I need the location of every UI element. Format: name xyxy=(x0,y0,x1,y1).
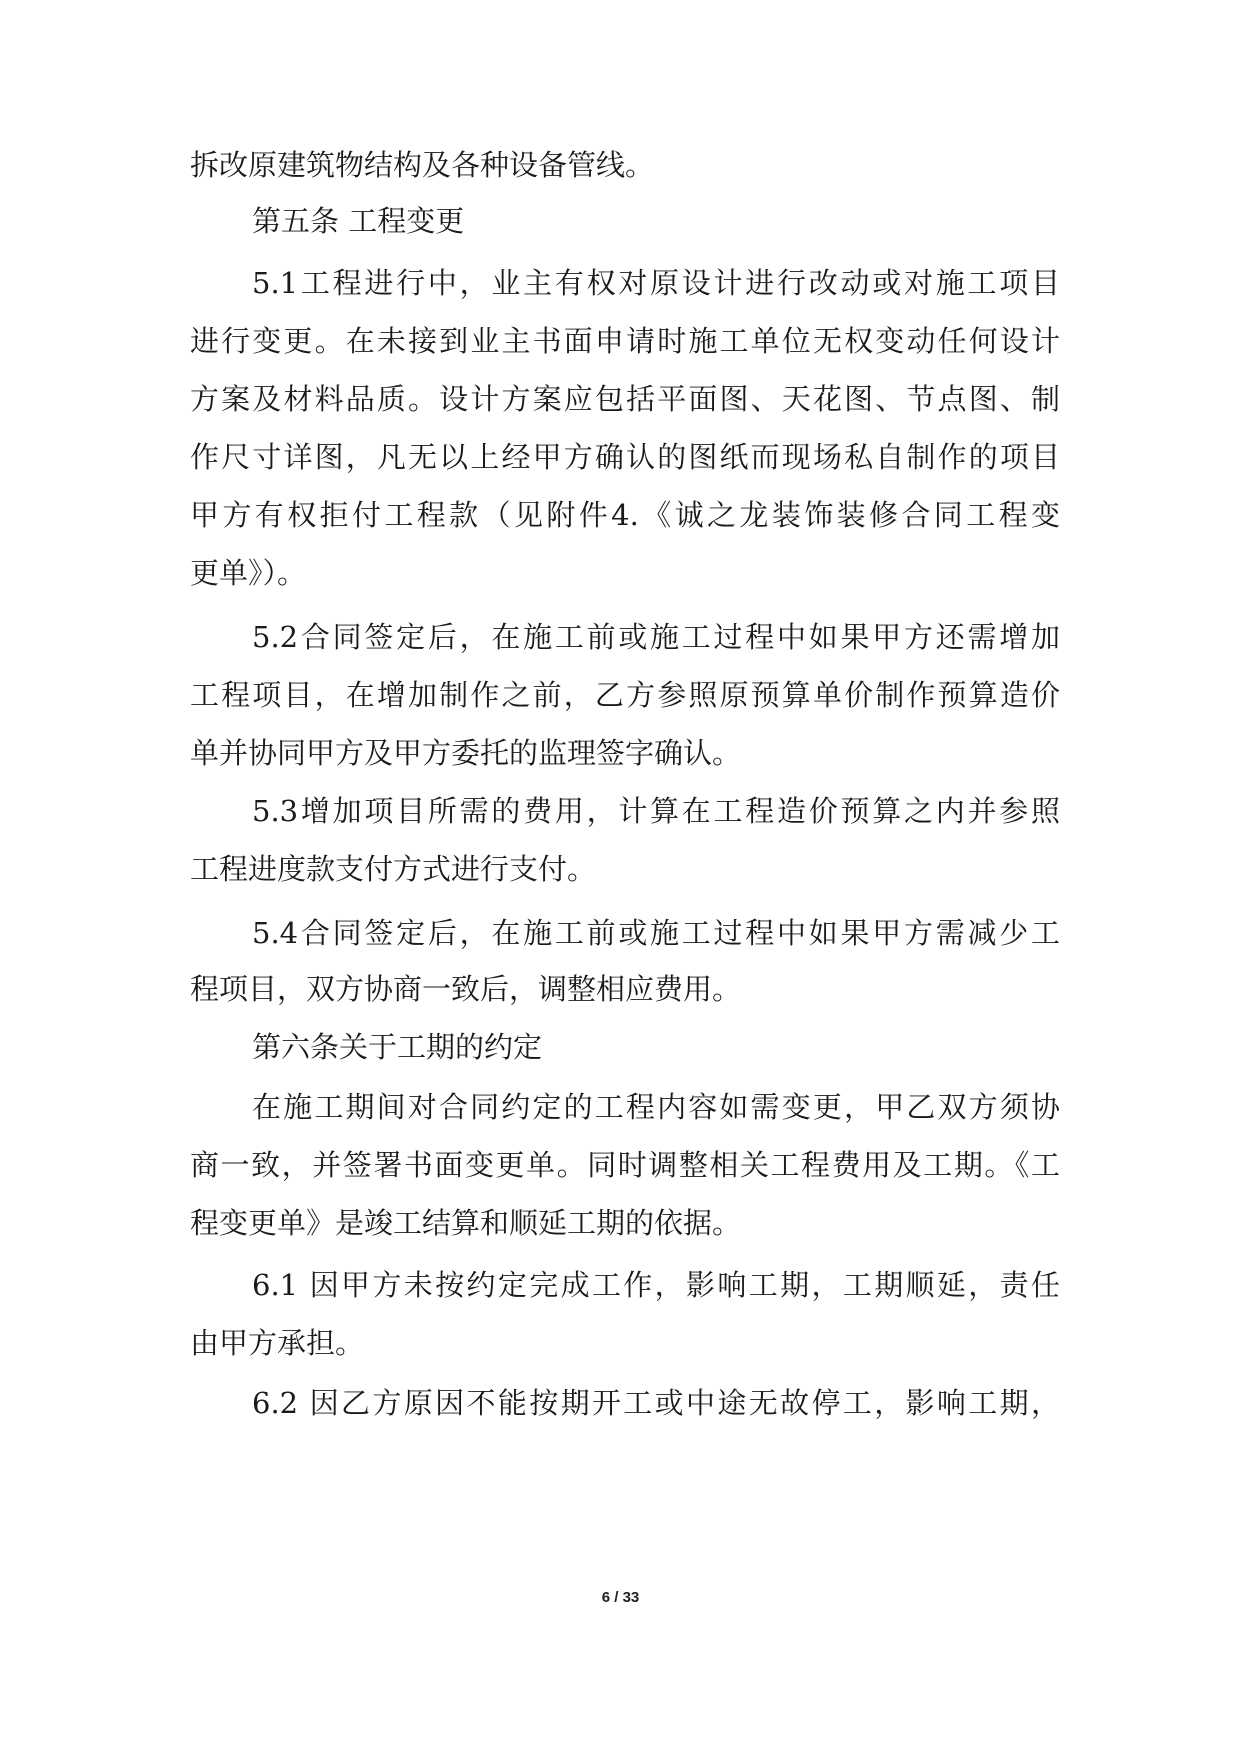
text-line: 6.2 因乙方原因不能按期开工或中途无故停工，影响工期， xyxy=(252,1386,1060,1420)
section-heading: 第六条关于工期的约定 xyxy=(252,1030,543,1064)
text-line: 工程进度款支付方式进行支付。 xyxy=(190,852,597,886)
text-line: 程变更单》是竣工结算和顺延工期的依据。 xyxy=(190,1206,742,1240)
text-line: 作尺寸详图，凡无以上经甲方确认的图纸而现场私自制作的项目 xyxy=(190,440,1060,474)
text-line: 在施工期间对合同约定的工程内容如需变更，甲乙双方须协 xyxy=(252,1090,1060,1124)
text-line: 由甲方承担。 xyxy=(190,1326,365,1360)
text-line: 工程项目，在增加制作之前，乙方参照原预算单价制作预算造价 xyxy=(190,678,1060,712)
text-line: 5.2合同签定后，在施工前或施工过程中如果甲方还需增加 xyxy=(252,620,1060,654)
text-line: 方案及材料品质。设计方案应包括平面图、天花图、节点图、制 xyxy=(190,382,1060,416)
text-line: 更单》）。 xyxy=(190,556,307,590)
text-line: 程项目，双方协商一致后，调整相应费用。 xyxy=(190,972,742,1006)
text-line: 拆改原建筑物结构及各种设备管线。 xyxy=(190,148,655,182)
text-line: 甲方有权拒付工程款（见附件4.《诚之龙装饰装修合同工程变 xyxy=(190,498,1060,532)
text-line: 5.4合同签定后，在施工前或施工过程中如果甲方需减少工 xyxy=(252,916,1060,950)
text-line: 6.1 因甲方未按约定完成工作，影响工期，工期顺延，责任 xyxy=(252,1268,1060,1302)
text-line: 5.1工程进行中，业主有权对原设计进行改动或对施工项目 xyxy=(252,266,1060,300)
text-line: 5.3增加项目所需的费用，计算在工程造价预算之内并参照 xyxy=(252,794,1060,828)
text-line: 商一致，并签署书面变更单。同时调整相关工程费用及工期。《工 xyxy=(190,1148,1060,1182)
page-number: 6 / 33 xyxy=(601,1589,640,1606)
text-line: 单并协同甲方及甲方委托的监理签字确认。 xyxy=(190,736,742,770)
text-line: 进行变更。在未接到业主书面申请时施工单位无权变动任何设计 xyxy=(190,324,1060,358)
section-heading: 第五条 工程变更 xyxy=(252,204,465,238)
